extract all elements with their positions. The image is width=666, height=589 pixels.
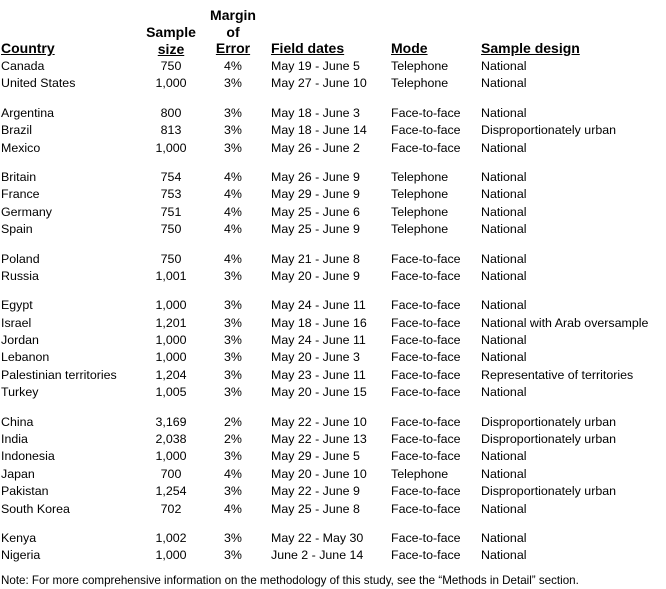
cell-moe: 4%: [224, 251, 242, 266]
cell-country: Pakistan: [1, 484, 49, 499]
cell-country: Nigeria: [1, 548, 41, 563]
cell-moe: 4%: [224, 187, 242, 202]
cell-moe: 4%: [224, 204, 242, 219]
cell-size: 1,002: [155, 530, 187, 545]
table-row: [0, 251, 666, 268]
region-group: [0, 251, 666, 286]
cell-moe: 3%: [224, 333, 242, 348]
cell-dates: May 29 - June 9: [271, 187, 360, 202]
cell-moe: 3%: [224, 140, 242, 155]
cell-moe: 4%: [224, 501, 242, 516]
cell-dates: May 22 - June 10: [271, 414, 367, 429]
cell-country: Spain: [1, 222, 33, 237]
cell-mode: Face-to-face: [391, 385, 461, 400]
cell-size: 754: [160, 169, 182, 184]
cell-mode: Face-to-face: [391, 315, 461, 330]
table-row: [0, 349, 666, 366]
cell-moe: 3%: [224, 367, 242, 382]
cell-dates: May 20 - June 10: [271, 466, 367, 481]
cell-country: Brazil: [1, 123, 32, 138]
cell-size: 751: [160, 204, 182, 219]
cell-mode: Face-to-face: [391, 530, 461, 545]
cell-dates: May 18 - June 3: [271, 105, 360, 120]
cell-size: 1,000: [155, 333, 187, 348]
cell-design: National: [481, 76, 527, 91]
cell-dates: May 25 - June 8: [271, 501, 360, 516]
cell-design: National: [481, 140, 527, 155]
table-row: [0, 186, 666, 203]
cell-dates: May 26 - June 9: [271, 169, 360, 184]
cell-moe: 3%: [224, 548, 242, 563]
table-row: [0, 122, 666, 139]
header-country: [1, 40, 55, 57]
cell-size: 700: [160, 466, 182, 481]
cell-size: 753: [160, 187, 182, 202]
header-sample-size: [141, 24, 201, 57]
table-row: [0, 367, 666, 384]
cell-country: India: [1, 432, 28, 447]
cell-dates: May 18 - June 16: [271, 315, 367, 330]
cell-mode: Face-to-face: [391, 140, 461, 155]
cell-mode: Face-to-face: [391, 350, 461, 365]
cell-country: Russia: [1, 268, 39, 283]
cell-dates: May 25 - June 6: [271, 204, 360, 219]
cell-design: National: [481, 251, 527, 266]
table-row: [0, 58, 666, 75]
cell-size: 750: [160, 251, 182, 266]
cell-mode: Face-to-face: [391, 548, 461, 563]
cell-moe: 3%: [224, 449, 242, 464]
table-row: [0, 140, 666, 157]
cell-mode: Face-to-face: [391, 449, 461, 464]
cell-size: 750: [160, 59, 182, 73]
table-row: [0, 483, 666, 500]
cell-design: National: [481, 59, 527, 73]
cell-moe: 3%: [224, 76, 242, 91]
cell-mode: Telephone: [391, 76, 449, 91]
table-row: [0, 268, 666, 285]
cell-dates: May 22 - June 9: [271, 484, 360, 499]
header-margin-of-error: [206, 7, 260, 57]
cell-moe: 4%: [224, 59, 242, 73]
cell-dates: May 29 - June 5: [271, 449, 360, 464]
cell-country: Israel: [1, 315, 32, 330]
header-sample-size-line2: size: [157, 40, 185, 57]
cell-dates: May 27 - June 10: [271, 76, 367, 91]
cell-design: National: [481, 548, 527, 563]
cell-dates: May 24 - June 11: [271, 333, 366, 348]
cell-dates: May 22 - June 13: [271, 432, 367, 447]
region-group: [0, 58, 666, 93]
cell-design: National: [481, 204, 527, 219]
region-group: [0, 530, 666, 565]
cell-moe: 3%: [224, 484, 242, 499]
cell-moe: 4%: [224, 222, 242, 237]
cell-country: Palestinian territories: [1, 367, 117, 382]
cell-size: 1,254: [155, 484, 187, 499]
cell-country: Egypt: [1, 298, 33, 313]
cell-size: 750: [160, 222, 182, 237]
cell-mode: Face-to-face: [391, 432, 461, 447]
table-row: [0, 530, 666, 547]
cell-mode: Face-to-face: [391, 333, 461, 348]
header-moe-line2: of: [226, 23, 240, 40]
cell-country: Mexico: [1, 140, 41, 155]
cell-moe: 4%: [224, 169, 242, 184]
cell-size: 2,038: [155, 432, 187, 447]
table-row: [0, 501, 666, 518]
cell-country: Lebanon: [1, 350, 50, 365]
table-row: [0, 332, 666, 349]
cell-country: Poland: [1, 251, 40, 266]
cell-moe: 3%: [224, 298, 242, 313]
cell-design: National: [481, 501, 527, 516]
cell-design: National: [481, 333, 527, 348]
cell-design: Disproportionately urban: [481, 432, 616, 447]
cell-size: 800: [160, 105, 182, 120]
cell-mode: Telephone: [391, 59, 449, 73]
cell-mode: Face-to-face: [391, 251, 461, 266]
region-group: [0, 297, 666, 401]
table-row: [0, 448, 666, 465]
header-country-label: Country: [1, 40, 55, 56]
table-row: [0, 414, 666, 431]
header-mode: [391, 40, 428, 57]
cell-mode: Face-to-face: [391, 501, 461, 516]
cell-dates: May 20 - June 3: [271, 350, 360, 365]
cell-dates: May 25 - June 9: [271, 222, 360, 237]
cell-country: Japan: [1, 466, 35, 481]
cell-mode: Face-to-face: [391, 268, 461, 283]
cell-design: National: [481, 385, 527, 400]
cell-moe: 2%: [224, 414, 242, 429]
cell-country: Jordan: [1, 333, 39, 348]
table-row: [0, 547, 666, 564]
cell-mode: Face-to-face: [391, 414, 461, 429]
header-sample-size-line1: Sample: [146, 24, 196, 40]
table-row: [0, 204, 666, 221]
cell-design: Representative of territories: [481, 367, 634, 382]
cell-design: National with Arab oversample: [481, 315, 649, 330]
cell-size: 1,001: [155, 268, 187, 283]
cell-country: Turkey: [1, 385, 39, 400]
cell-size: 1,000: [155, 449, 187, 464]
cell-design: National: [481, 466, 527, 481]
cell-size: 1,000: [155, 298, 187, 313]
cell-design: National: [481, 449, 527, 464]
cell-moe: 3%: [224, 123, 242, 138]
cell-size: 702: [160, 501, 182, 516]
cell-size: 1,000: [155, 76, 187, 91]
cell-moe: 3%: [224, 385, 242, 400]
cell-mode: Telephone: [391, 222, 449, 237]
cell-design: National: [481, 268, 527, 283]
cell-design: National: [481, 105, 527, 120]
cell-moe: 3%: [224, 268, 242, 283]
cell-design: National: [481, 222, 527, 237]
cell-country: Germany: [1, 204, 52, 219]
cell-country: Argentina: [1, 105, 55, 120]
header-moe-line1: Margin: [210, 7, 256, 23]
cell-country: Kenya: [1, 530, 37, 545]
table-row: [0, 75, 666, 92]
header-field-dates-label: Field dates: [271, 40, 345, 56]
cell-dates: May 21 - June 8: [271, 251, 360, 266]
cell-mode: Face-to-face: [391, 123, 461, 138]
region-group: [0, 169, 666, 239]
cell-country: United States: [1, 76, 76, 91]
cell-moe: 4%: [224, 466, 242, 481]
cell-mode: Face-to-face: [391, 105, 461, 120]
cell-size: 1,204: [155, 367, 187, 382]
table-row: [0, 466, 666, 483]
cell-size: 1,005: [155, 385, 187, 400]
cell-mode: Telephone: [391, 187, 449, 202]
cell-design: National: [481, 530, 527, 545]
cell-country: Indonesia: [1, 449, 55, 464]
table-row: [0, 221, 666, 238]
cell-country: Britain: [1, 169, 37, 184]
cell-mode: Telephone: [391, 466, 449, 481]
cell-size: 1,201: [155, 315, 187, 330]
cell-size: 3,169: [155, 414, 187, 429]
region-group: [0, 105, 666, 157]
cell-size: 1,000: [155, 140, 187, 155]
header-sample-design-label: Sample design: [481, 40, 580, 56]
cell-dates: May 19 - June 5: [271, 59, 360, 73]
header-moe-line3: Error: [215, 40, 251, 56]
table-row: [0, 315, 666, 332]
table-row: [0, 169, 666, 186]
cell-dates: May 18 - June 14: [271, 123, 367, 138]
cell-country: South Korea: [1, 501, 70, 516]
cell-moe: 3%: [224, 105, 242, 120]
cell-design: National: [481, 350, 527, 365]
methodology-note: Note: For more comprehensive information on the methodology of this study, see the “Methods in Detail” section.: [1, 574, 579, 587]
table-row: [0, 384, 666, 401]
cell-country: China: [1, 414, 34, 429]
cell-dates: June 2 - June 14: [271, 548, 364, 563]
table-row: [0, 105, 666, 122]
header-sample-design: [481, 40, 580, 57]
cell-design: Disproportionately urban: [481, 484, 616, 499]
cell-dates: May 24 - June 11: [271, 298, 366, 313]
cell-moe: 3%: [224, 350, 242, 365]
cell-design: Disproportionately urban: [481, 414, 616, 429]
header-mode-label: Mode: [391, 40, 428, 56]
cell-country: France: [1, 187, 40, 202]
cell-dates: May 26 - June 2: [271, 140, 360, 155]
cell-size: 813: [160, 123, 182, 138]
cell-design: Disproportionately urban: [481, 123, 616, 138]
cell-mode: Telephone: [391, 204, 449, 219]
cell-moe: 3%: [224, 315, 242, 330]
header-field-dates: [271, 40, 344, 57]
cell-dates: May 22 - May 30: [271, 530, 364, 545]
cell-design: National: [481, 298, 527, 313]
cell-dates: May 20 - June 9: [271, 268, 360, 283]
region-group: [0, 414, 666, 518]
cell-moe: 3%: [224, 530, 242, 545]
cell-mode: Face-to-face: [391, 484, 461, 499]
cell-size: 1,000: [155, 350, 187, 365]
table-row: [0, 297, 666, 314]
table-row: [0, 431, 666, 448]
cell-dates: May 20 - June 15: [271, 385, 367, 400]
cell-design: National: [481, 187, 527, 202]
cell-design: National: [481, 169, 527, 184]
cell-moe: 2%: [224, 432, 242, 447]
cell-size: 1,000: [155, 548, 187, 563]
cell-mode: Face-to-face: [391, 367, 461, 382]
survey-table-body: [0, 58, 666, 577]
cell-dates: May 23 - June 11: [271, 367, 366, 382]
cell-country: Canada: [1, 59, 45, 73]
cell-mode: Telephone: [391, 169, 449, 184]
cell-mode: Face-to-face: [391, 298, 461, 313]
